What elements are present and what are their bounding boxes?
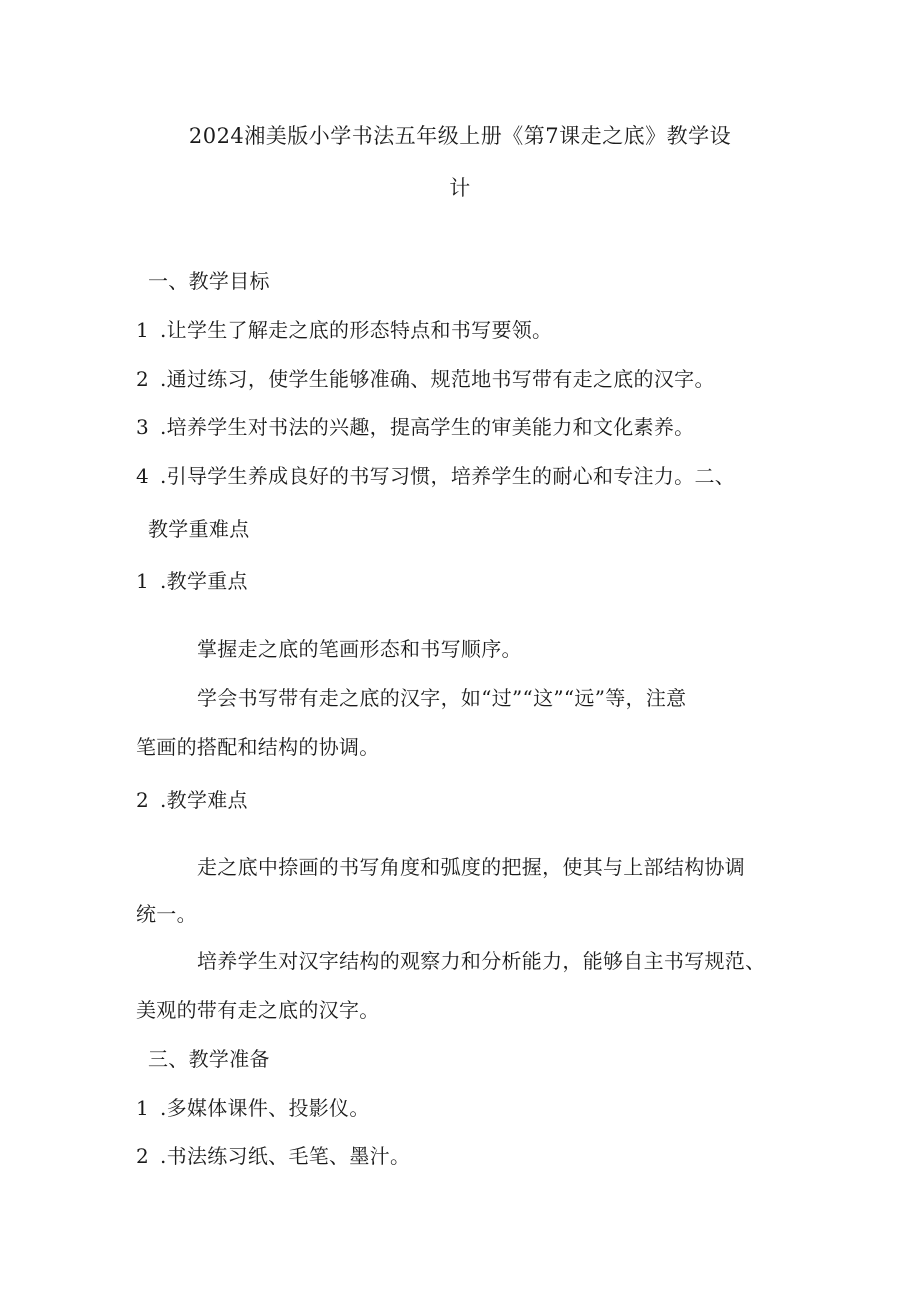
item-text: .引导学生养成良好的书写习惯，培养学生的耐心和专注力。二、: [160, 464, 736, 488]
section1-item-1: [136, 314, 552, 343]
difficult-point-paragraph-2-line2: 美观的带有走之底的汉字。: [136, 998, 380, 1022]
section1-heading: 一、教学目标: [148, 269, 270, 293]
item-text: .书法练习纸、毛笔、墨汁。: [160, 1144, 411, 1168]
difficult-point-label: [136, 784, 248, 813]
item-number: 2: [136, 1144, 150, 1168]
item-text: .教学难点: [160, 788, 248, 812]
document-title-line2: 计: [449, 176, 471, 200]
item-number: 2: [136, 367, 150, 391]
item-number: 4: [136, 464, 150, 488]
key-point-paragraph-1: 掌握走之底的笔画形态和书写顺序。: [197, 637, 522, 661]
section1-item-4: [136, 460, 735, 489]
difficult-point-paragraph-1-line1: 走之底中捺画的书写角度和弧度的把握，使其与上部结构协调: [197, 855, 746, 879]
section3-item-1: [136, 1092, 370, 1121]
item-text: .教学重点: [160, 569, 248, 593]
section3-item-2: [136, 1140, 410, 1169]
section3-heading: 三、教学准备: [148, 1047, 270, 1071]
document-title-line1: 2024湘美版小学书法五年级上册《第7课走之底》教学设: [188, 124, 732, 148]
key-point-paragraph-2-line2: 笔画的搭配和结构的协调。: [136, 735, 380, 759]
item-text: .培养学生对书法的兴趣，提高学生的审美能力和文化素养。: [160, 415, 695, 439]
item-number: 1: [136, 1096, 150, 1120]
item-number: 1: [136, 318, 150, 342]
item-text: .多媒体课件、投影仪。: [160, 1096, 370, 1120]
section1-item-2: [136, 363, 715, 392]
item-number: 3: [136, 415, 150, 439]
section1-item-3: [136, 411, 694, 440]
item-number: 2: [136, 788, 150, 812]
key-point-label: [136, 565, 248, 594]
item-number: 1: [136, 569, 150, 593]
difficult-point-paragraph-1-line2: 统一。: [136, 902, 197, 926]
section2-heading: 教学重难点: [148, 517, 250, 541]
difficult-point-paragraph-2-line1: 培养学生对汉字结构的观察力和分析能力，能够自主书写规范、: [197, 949, 766, 973]
key-point-paragraph-2-line1: 学会书写带有走之底的汉字，如“过”“这”“远”等，注意: [197, 686, 687, 710]
item-text: .让学生了解走之底的形态特点和书写要领。: [160, 318, 553, 342]
item-text: .通过练习，使学生能够准确、规范地书写带有走之底的汉字。: [160, 367, 715, 391]
